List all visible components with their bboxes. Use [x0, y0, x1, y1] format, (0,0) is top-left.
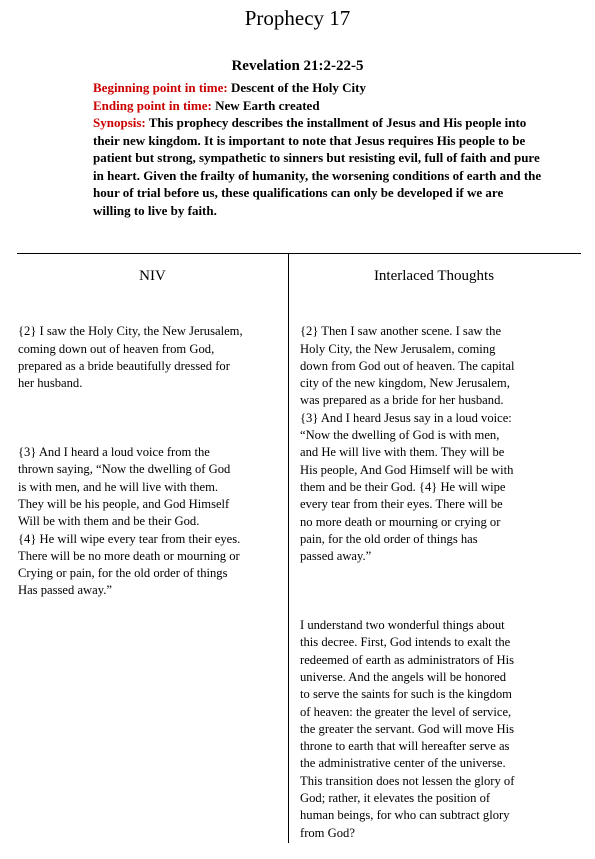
interlaced-column: [300, 306, 562, 859]
niv-column: [18, 306, 288, 617]
column-divider: [288, 253, 289, 843]
synopsis-label: Synopsis:: [93, 115, 146, 130]
niv-paragraph: {3} And I heard a loud voice from the thrown saying, “Now the dwelling of God is with men, and he will live with them. They will be his people, and God Himself Will be with them and be their God. {4} He will wipe every tear from their eyes. There will be no more death or mourning or Crying or pain, for the old order of things Has passed away.”: [18, 445, 241, 598]
synopsis-text: This prophecy describes the installment of Jesus and His people into their new kingdom. It is important to note that Jesus requires His people to be patient but strong, sympathetic to sinners but resisting evil, full of faith and pure in heart. Given the frailty of humanity, the worsening conditions of earth and the hour of trial before us, these qualifications can only be developed if we are willing to live by faith.: [93, 115, 542, 218]
interlaced-paragraph: {2} Then I saw another scene. I saw the Holy City, the New Jerusalem, coming down from God out of heaven. The capital city of the new kingdom, New Jerusalem, was prepared as a bride for her husband. {3} And I heard Jesus say in a loud voice: “Now the dwelling of God is with men, and He will live with them. They will be His people, And God Himself will be with them and be their God. {4} He will wipe every tear from their eyes. There will be no more death or mourning or crying or pain, for the old order of things has passed away.”: [300, 324, 515, 564]
beginning-value: Descent of the Holy City: [230, 80, 366, 95]
paragraph-gap: [300, 583, 562, 600]
synopsis-row: [93, 114, 543, 219]
table-top-rule: [17, 253, 581, 254]
ending-value: New Earth created: [215, 97, 320, 113]
beginning-label: Beginning point in time:: [93, 80, 228, 95]
paragraph-gap: [18, 410, 288, 427]
scripture-reference: Revelation 21:2-22-5: [231, 58, 364, 74]
ending-label: Ending point in time:: [93, 97, 212, 113]
interlaced-column-header: Interlaced Thoughts: [373, 268, 495, 284]
ending-row: [93, 97, 543, 115]
niv-paragraph: {2} I saw the Holy City, the New Jerusalem, coming down out of heaven from God, prepared as a bride beautifully dressed for her husband.: [18, 324, 243, 391]
page-title: Prophecy 17: [244, 6, 351, 30]
interlaced-paragraph: I understand two wonderful things about this decree. First, God intends to exalt the redeemed of earth as administrators of His universe. And the angels will be honored to serve the saints for such is the kingdom of heaven: the greater the level of service, the greater the servant. God will move His throne to earth that will hereafter serve as the administrative center of the universe. This transition does not lessen the glory of God; rather, it elevates the position of human beings, for who can subtract glory from God?: [300, 618, 515, 840]
prophecy-summary: [93, 79, 543, 219]
niv-column-header: NIV: [139, 268, 166, 284]
beginning-row: [93, 79, 543, 97]
